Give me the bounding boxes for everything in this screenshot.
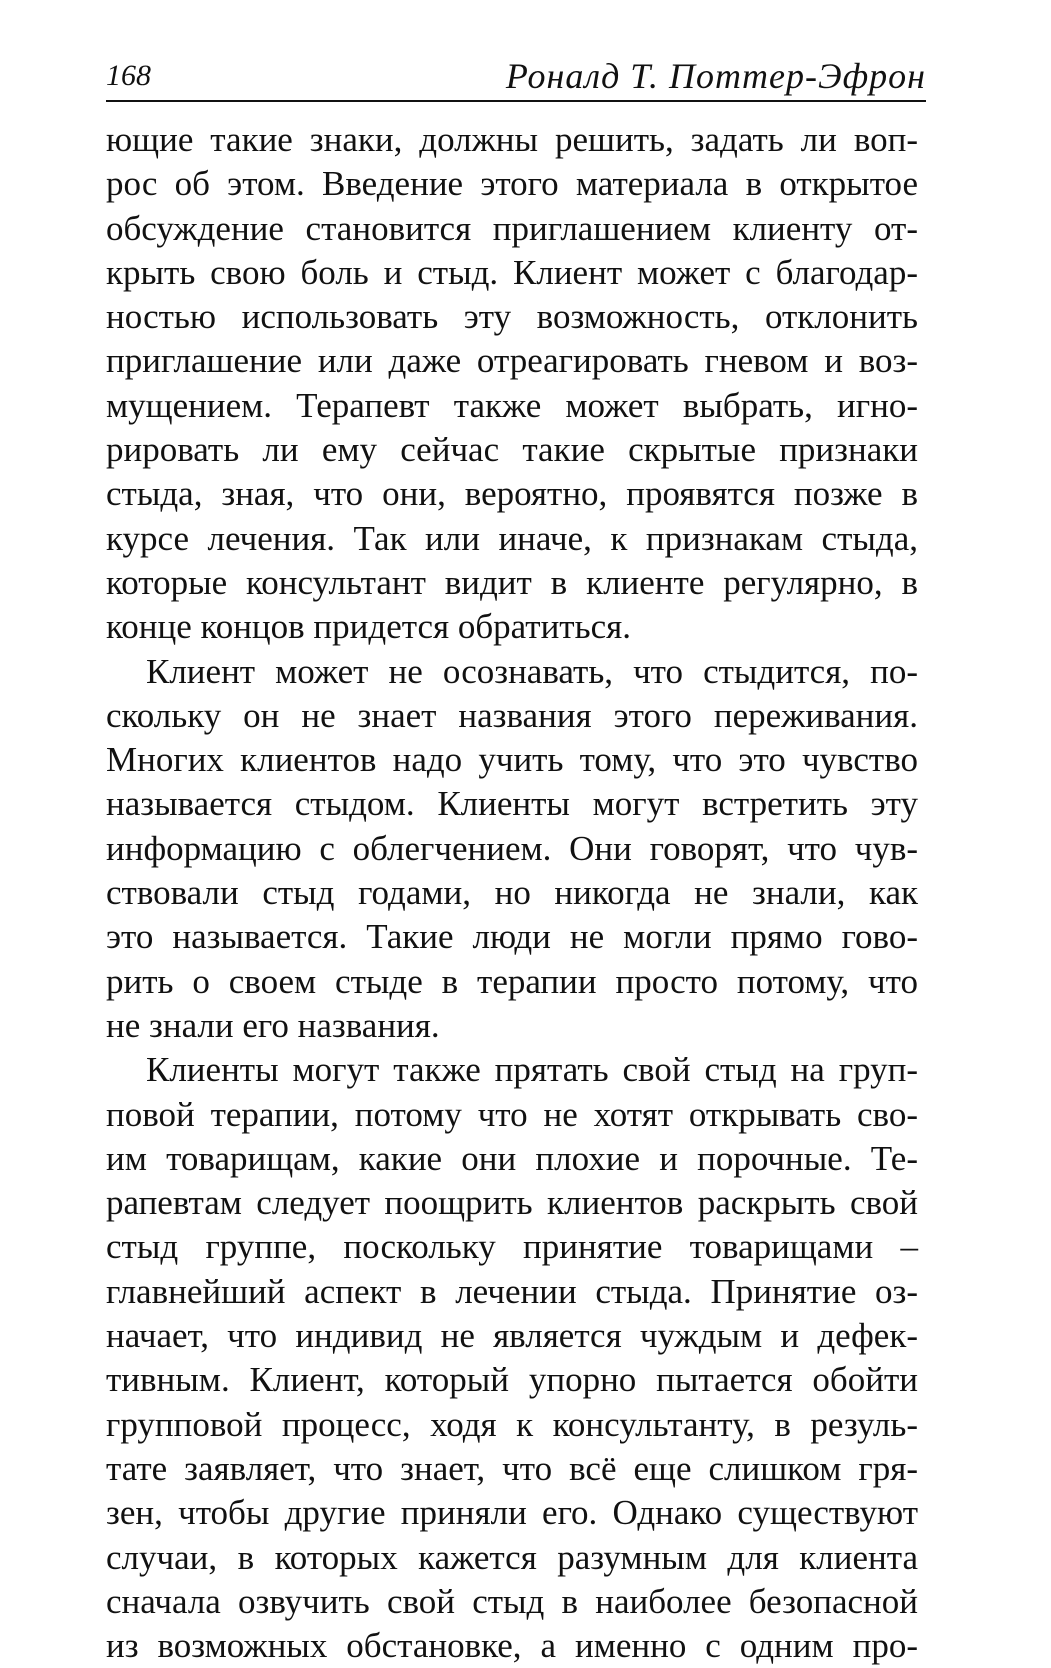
text-line: стыда, зная, что они, вероятно, проявятся позже в: [106, 474, 918, 514]
text-line: рить о своем стыде в терапии просто потому, что: [106, 961, 918, 1001]
text-line: мущением. Терапевт также может выбрать, игно-: [106, 385, 918, 425]
text-line: стыд группе, поскольку принятие товарищами –: [106, 1227, 918, 1267]
paragraph: [106, 118, 918, 650]
text-line: случаи, в которых кажется разумным для клиента: [106, 1537, 918, 1577]
text-line: конце концов придется обратиться.: [106, 607, 631, 647]
paragraph: [106, 650, 918, 1049]
page-number: 168: [106, 59, 151, 92]
text-line: повой терапии, потому что не хотят открывать сво-: [106, 1094, 918, 1134]
text-line: крыть свою боль и стыд. Клиент может с благодар-: [106, 252, 918, 292]
text-line: Клиенты могут также прятать свой стыд на груп-: [146, 1050, 918, 1090]
text-line: главнейший аспект в лечении стыда. Принятие оз-: [106, 1271, 918, 1311]
text-line: которые консультант видит в клиенте регулярно, в: [106, 562, 918, 602]
paragraph: [106, 1048, 918, 1668]
text-line: групповой процесс, ходя к консультанту, в резуль-: [106, 1404, 918, 1444]
text-line: рировать ли ему сейчас такие скрытые признаки: [106, 430, 918, 470]
text-line: не знали его названия.: [106, 1005, 440, 1045]
text-line: ствовали стыд годами, но никогда не знали, как: [106, 873, 918, 913]
text-line: Многих клиентов надо учить тому, что это чувство: [106, 740, 918, 780]
text-line: ющие такие знаки, должны решить, задать ли воп-: [106, 120, 918, 159]
text-line: Клиент может не осознавать, что стыдится, по-: [146, 651, 918, 691]
text-line: приглашение или даже отреагировать гневом и воз-: [106, 341, 918, 381]
running-header: [106, 52, 926, 102]
text-line: тивным. Клиент, который упорно пытается обойти: [106, 1360, 918, 1400]
text-line: рапевтам следует поощрить клиентов раскрыть свой: [106, 1183, 918, 1223]
text-line: называется стыдом. Клиенты могут встретить эту: [106, 784, 918, 824]
text-line: тате заявляет, что знает, что всё еще слишком гря-: [106, 1448, 918, 1488]
text-line: курсе лечения. Так или иначе, к признакам стыда,: [106, 518, 918, 558]
text-line: сначала озвучить свой стыд в наиболее безопасной: [106, 1581, 918, 1621]
text-line: зен, чтобы другие приняли его. Однако существуют: [106, 1493, 918, 1533]
text-line: им товарищам, какие они плохие и порочные. Те-: [106, 1138, 918, 1178]
text-line: из возможных обстановке, а именно с одним про-: [106, 1626, 918, 1666]
text-line: это называется. Такие люди не могли прямо гово-: [106, 917, 918, 957]
text-line: обсуждение становится приглашением клиенту от-: [106, 208, 918, 248]
text-line: начает, что индивид не является чуждым и дефек-: [106, 1316, 918, 1356]
running-title: Роналд Т. Поттер-Эфрон: [505, 56, 926, 96]
body-text: [106, 118, 918, 1668]
text-line: ностью использовать эту возможность, отклонить: [106, 297, 918, 337]
text-line: информацию с облегчением. Они говорят, что чув-: [106, 828, 918, 868]
text-line: скольку он не знает названия этого переживания.: [106, 695, 918, 735]
text-line: рос об этом. Введение этого материала в открытое: [106, 164, 918, 204]
